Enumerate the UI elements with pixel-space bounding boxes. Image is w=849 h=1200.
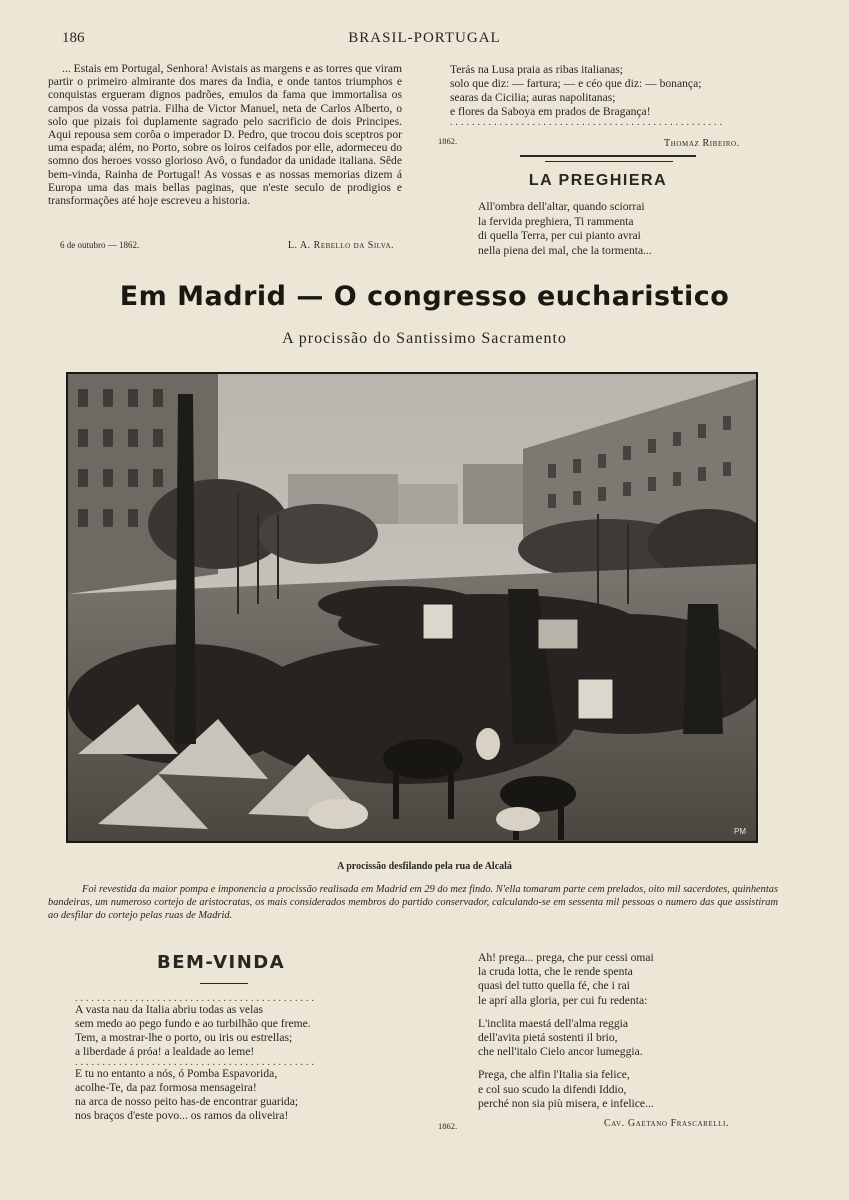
poem-line: E tu no entanto a nós, ó Pomba Espavorida, — [75, 1067, 278, 1080]
poem-line: sem medo ao pego fundo e ao turbilhão que freme. — [75, 1017, 311, 1030]
poem-line: la fervida preghiera, Ti rammenta — [478, 214, 634, 228]
poem-line: e flores da Saboya em prados de Bragança! — [450, 105, 651, 118]
article-subtitle: A procissão do Santissimo Sacramento — [282, 330, 567, 347]
welcome-date: 6 de outubro — 1862. — [60, 240, 140, 250]
poem-line: nella piena dei mal, che la tormenta... — [478, 243, 652, 257]
section-divider — [545, 161, 673, 162]
poem-line: All'ombra dell'altar, quando sciorrai — [478, 200, 645, 213]
poem-line: le aprí alla gloria, per cui fu redenta: — [478, 993, 648, 1007]
magazine-title: BRASIL-PORTUGAL — [348, 30, 501, 46]
page-number: 186 — [62, 30, 85, 46]
poem-ribeiro-author: Thomaz Ribeiro. — [664, 138, 740, 149]
bemvinda-title: BEM-VINDA — [157, 952, 286, 973]
article-title: Em Madrid — O congresso eucharistico — [119, 281, 730, 312]
welcome-author: L. A. Rebello da Silva. — [287, 240, 394, 251]
italian-poem-year: 1862. — [438, 1121, 458, 1131]
poem-line: perché non sia più misera, e infelice... — [478, 1096, 654, 1110]
poem-line: di quella Terra, per cui pianto avrai — [478, 229, 641, 242]
bemvinda-poem — [75, 995, 375, 1123]
poem-line: dell'avita pietá sostenti il brio, — [478, 1031, 618, 1045]
poem-ribeiro-year: 1862. — [438, 136, 458, 146]
dotted-divider: ............................................ — [75, 1059, 317, 1067]
photo-credit: PM — [734, 827, 746, 836]
poem-line: acolhe-Te, da paz formosa mensageira! — [75, 1081, 257, 1094]
poem-line: che nell'italo Cielo ancor lumeggia. — [478, 1045, 643, 1059]
poem-line: quasi del tutto quella fé, che i rai — [478, 979, 630, 993]
italian-poem — [478, 951, 778, 1111]
poem-line: solo que diz: — fartura; — e céo que diz: — bonança; — [450, 77, 702, 90]
poem-ribeiro — [450, 63, 770, 127]
preghiera-poem — [478, 200, 778, 258]
dotted-divider: ............................................ — [75, 995, 317, 1003]
photo-caption: A procissão desfilando pela rua de Alcalá — [337, 861, 512, 872]
poem-line: searas da Cicilia; auras napolitanas; — [450, 91, 616, 104]
poem-line: A vasta nau da Italia abriu todas as velas — [75, 1003, 264, 1016]
poem-line: e col suo scudo la difendi Iddio, — [478, 1082, 627, 1096]
poem-line: Terás na Lusa praia as ribas italianas; — [450, 63, 624, 76]
article-description: Foi revestida da maior pompa e imponencia a procissão realisada em Madrid em 29 do mez findo. N'ella tomaram parte cem prelados, oito mil sacerdotes, quinhentas bandeiras, um numeroso cortejo de aristocratas, os mais considerados membros do partido conservador, calculando-se em sessenta mil pessoas o numero das que assistiram ao desfilar do cortejo pelas ruas de Madrid. — [48, 884, 778, 921]
dotted-divider: .................................................. — [450, 119, 725, 127]
preghiera-title: LA PREGHIERA — [528, 172, 668, 189]
procession-photo — [66, 372, 758, 843]
welcome-paragraph: ... Estais em Portugal, Senhora! Avistais as margens e as torres que viram partir o primeiro almirante dos mares da India, e onde tantos triumphos e conquistas ergueram dignos padrões, emulos da fama que immortalisa os campos da vossa patria. Filha de Victor Manuel, neta de Carlos Alberto, o solo que pizais foi duplamente sagrado pelo sacrificio de dois Principes. Aqui repousa sem corôa o imperador D. Pedro, que trocou dois sceptros por uma espada; além, no Porto, sobre os loiros ceifados por elle, adormeceu do somno dos heroes vosso glorioso Avô, o fundador da unidade italiana. Sêde bem-vinda, Rainha de Portugal! As vossas e as nossas memorias dizem á Europa uma das mais bellas paginas, que n'este seculo de prodigios e transformações até hoje escreveu a historia. — [48, 62, 402, 208]
poem-line: a liberdade á próa! a lealdade ao leme! — [75, 1045, 255, 1058]
poem-line: Tem, a mostrar-lhe o porto, ou iris ou estrellas; — [75, 1031, 293, 1044]
poem-line: nos braços d'este povo... os ramos da oliveira! — [75, 1109, 289, 1122]
welcome-text-block — [48, 62, 402, 207]
poem-line: Ah! prega... prega, che pur cessi omai — [478, 951, 654, 964]
poem-line: na arca de nosso peito has-de encontrar guarida; — [75, 1095, 299, 1108]
italian-poem-author: Cav. Gaetano Frascarelli. — [604, 1118, 730, 1129]
section-divider — [520, 155, 696, 157]
title-underline — [200, 983, 248, 984]
poem-line: L'inclita maestá dell'alma reggia — [478, 1016, 628, 1030]
poem-line: Prega, che alfin l'Italia sia felice, — [478, 1068, 630, 1082]
poem-line: la cruda lotta, che le rende spenta — [478, 965, 633, 979]
